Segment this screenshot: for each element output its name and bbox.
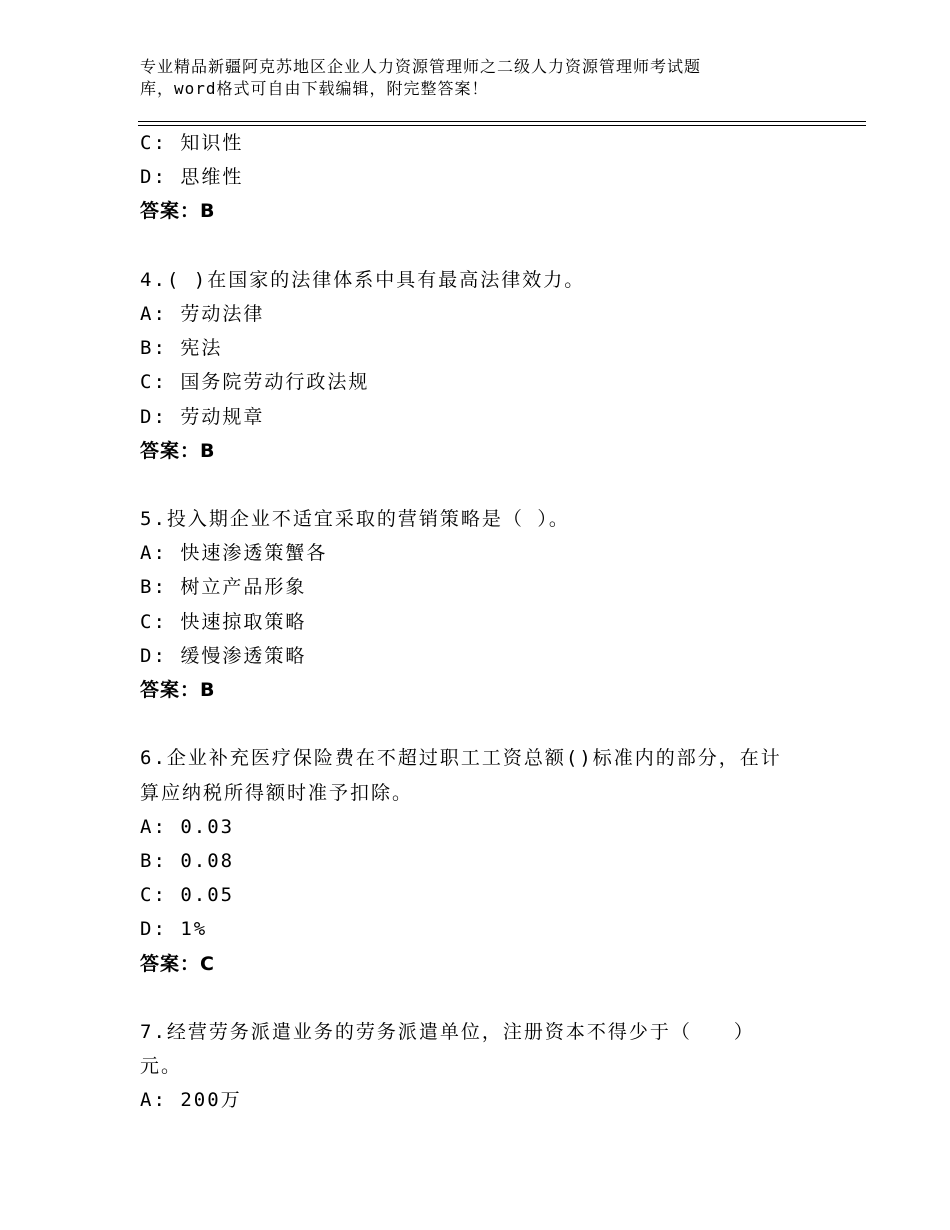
option-a: A: 200万 <box>140 1089 242 1112</box>
option-a: A: 快速渗透策蟹各 <box>140 542 328 565</box>
option-a: A: 0.03 <box>140 815 235 838</box>
header-title-line-1: 专业精品新疆阿克苏地区企业人力资源管理师之二级人力资源管理师考试题 <box>140 57 702 76</box>
question-4-block <box>140 263 820 468</box>
option-b: B: 宪法 <box>140 337 223 360</box>
option-c: C: 国务院劳动行政法规 <box>140 371 370 394</box>
question-list <box>140 126 820 1117</box>
answer-label: 答案：B <box>140 200 216 223</box>
answer-label: 答案：C <box>140 952 215 975</box>
document-header <box>140 56 800 100</box>
question-6-block <box>140 741 820 980</box>
question-6-text-line-2: 算应纳税所得额时准予扣除。 <box>140 781 414 804</box>
question-3-block <box>140 126 820 229</box>
spacer <box>140 468 820 502</box>
question-5-text: 5.投入期企业不适宜采取的营销策略是（ ）。 <box>140 508 570 531</box>
question-4-text: 4.( )在国家的法律体系中具有最高法律效力。 <box>140 268 586 291</box>
option-b: B: 0.08 <box>140 849 235 872</box>
option-a: A: 劳动法律 <box>140 302 265 325</box>
question-7-text-line-1: 7.经营劳务派遣业务的劳务派遣单位，注册资本不得少于（ ） <box>140 1020 755 1043</box>
spacer <box>140 707 820 741</box>
option-c: C: 0.05 <box>140 884 235 907</box>
question-7-block <box>140 1015 820 1118</box>
answer-label: 答案：B <box>140 439 216 462</box>
option-d: D: 缓慢渗透策略 <box>140 644 307 667</box>
option-d: D: 思维性 <box>140 166 244 189</box>
question-7-text-line-2: 元。 <box>140 1055 183 1078</box>
option-d: D: 劳动规章 <box>140 405 265 428</box>
question-6-text-line-1: 6.企业补充医疗保险费在不超过职工工资总额()标准内的部分，在计 <box>140 747 782 770</box>
spacer <box>140 981 820 1015</box>
option-b: B: 树立产品形象 <box>140 576 307 599</box>
option-c: C: 知识性 <box>140 132 244 154</box>
header-divider-top <box>138 121 866 122</box>
spacer <box>140 229 820 263</box>
header-title-line-2: 库，word格式可自由下载编辑，附完整答案！ <box>140 79 489 98</box>
option-d: D: 1% <box>140 918 208 941</box>
answer-label: 答案：B <box>140 679 216 701</box>
option-c: C: 快速掠取策略 <box>140 610 307 633</box>
question-5-block <box>140 502 820 707</box>
